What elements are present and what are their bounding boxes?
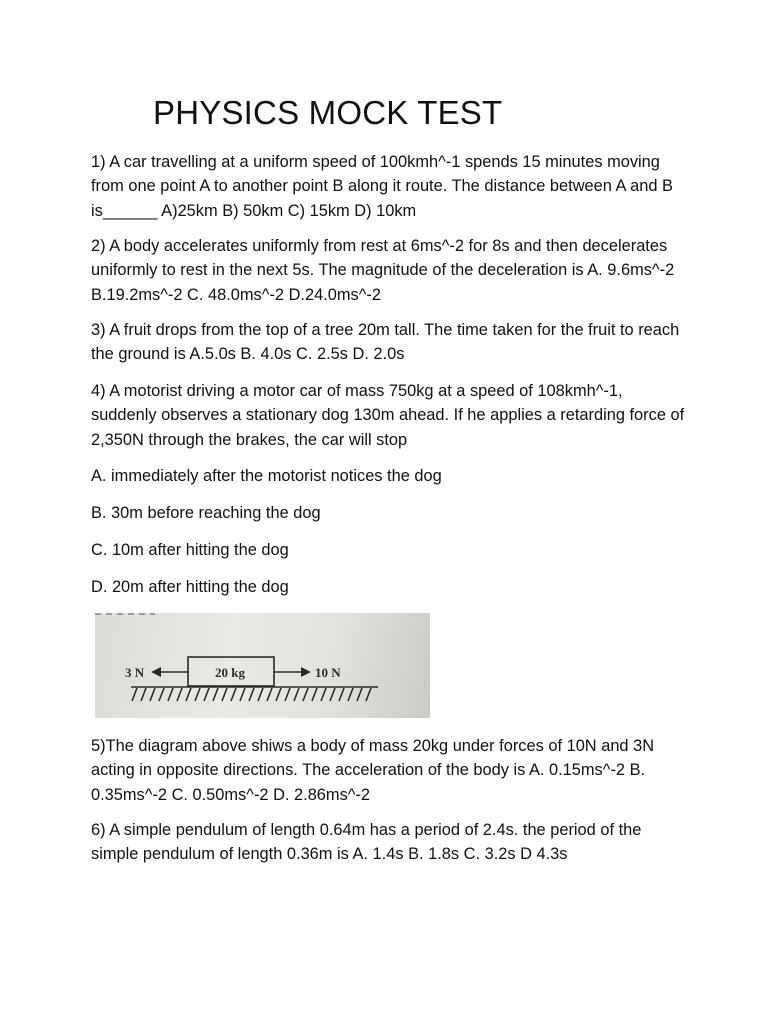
question-1: 1) A car travelling at a uniform speed of 100kmh^-1 spends 15 minutes moving from one point A to another point B along it route. The distance between A and B is______ A)25km B) 50km C) 15km D) 10km	[91, 153, 673, 220]
force-diagram-image	[95, 613, 430, 718]
question-4-stem: 4) A motorist driving a motor car of mass 750kg at a speed of 108kmh^-1, suddenly observes a stationary dog 130m ahead. If he applies a retarding force of 2,350N through the brakes, the car will stop	[91, 382, 685, 449]
left-force-label: 3 N	[125, 665, 145, 680]
right-arrowhead-icon	[301, 667, 311, 677]
question-3: 3) A fruit drops from the top of a tree 20m tall. The time taken for the fruit to reach the ground is A.5.0s B. 4.0s C. 2.5s D. 2.0s	[91, 321, 680, 364]
right-force-label: 10 N	[315, 665, 341, 680]
question-4-option-b: B. 30m before reaching the dog	[91, 504, 321, 522]
question-4-option-d: D. 20m after hitting the dog	[91, 578, 289, 596]
question-4-option-c: C. 10m after hitting the dog	[91, 541, 289, 559]
question-4-option-a: A. immediately after the motorist notices the dog	[91, 467, 442, 485]
mass-label: 20 kg	[215, 665, 245, 680]
question-5: 5)The diagram above shiws a body of mass 20kg under forces of 10N and 3N acting in opposite directions. The acceleration of the body is A. 0.15ms^-2 B. 0.35ms^-2 C. 0.50ms^-2 D. 2.86ms^-2	[91, 737, 655, 804]
question-2: 2) A body accelerates uniformly from rest at 6ms^-2 for 8s and then decelerates uniformly to rest in the next 5s. The magnitude of the deceleration is A. 9.6ms^-2 B.19.2ms^-2 C. 48.0ms^-2 D.24.0ms^-2	[91, 237, 675, 304]
page-title: PHYSICS MOCK TEST	[153, 94, 503, 131]
ground-hatching	[132, 688, 371, 701]
force-diagram	[95, 613, 430, 718]
left-arrowhead-icon	[151, 667, 161, 677]
question-6: 6) A simple pendulum of length 0.64m has a period of 2.4s. the period of the simple pendulum of length 0.36m is A. 1.4s B. 1.8s C. 3.2s D 4.3s	[91, 821, 642, 864]
